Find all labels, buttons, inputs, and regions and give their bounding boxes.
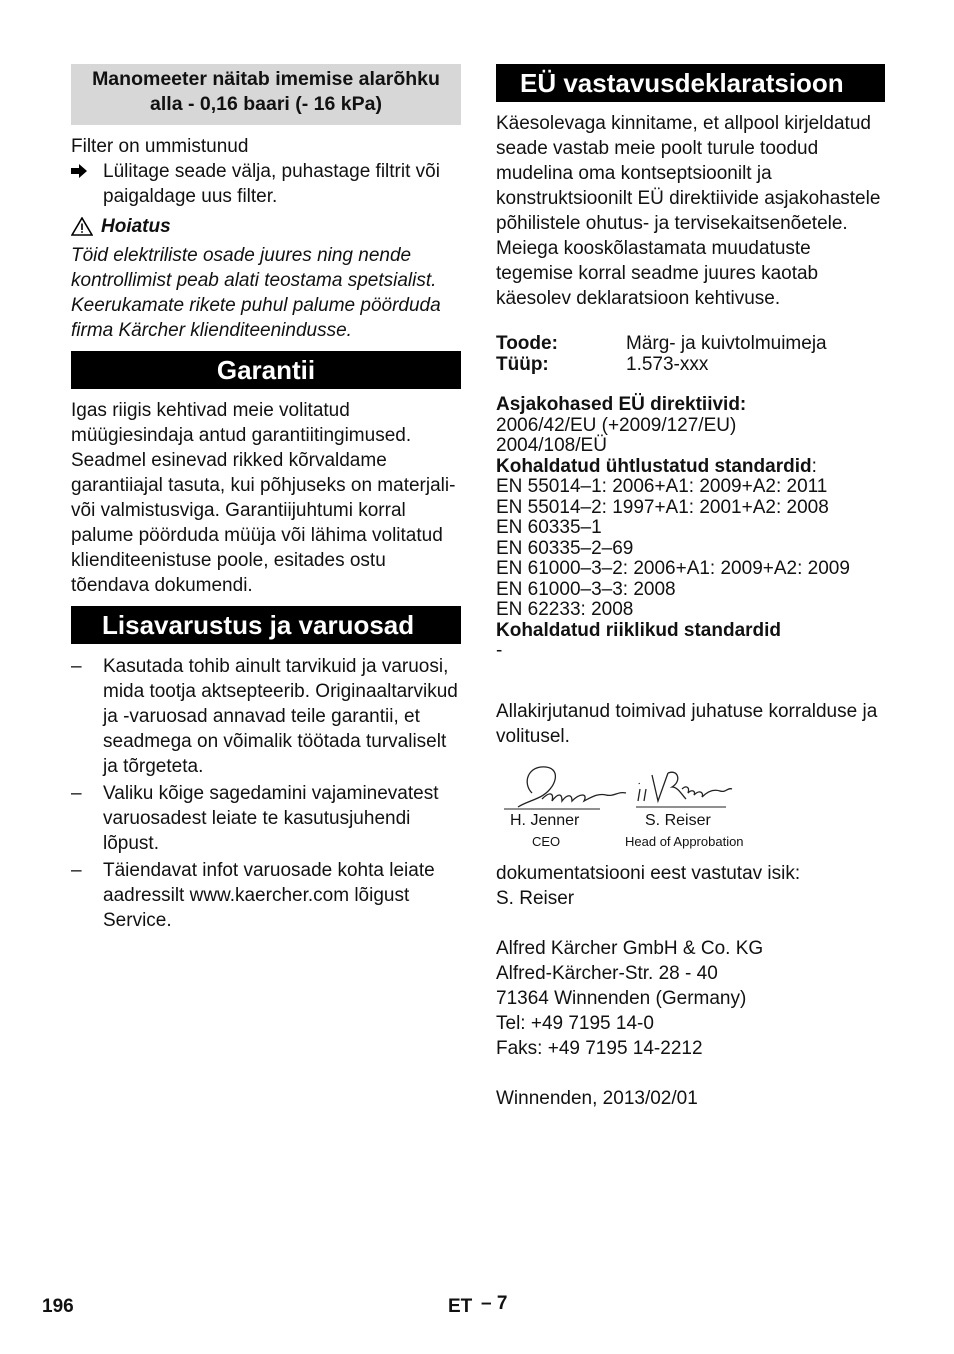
address-block	[496, 936, 885, 1061]
list-item	[71, 781, 461, 856]
signer2-name: S. Reiser	[645, 811, 711, 829]
right-column	[496, 64, 885, 1111]
harmonized-label: Kohaldatud ühtlustatud standardid	[496, 455, 812, 477]
standard-item: EN 61000–3–3: 2008	[496, 578, 676, 600]
list-item-text: Kasutada tohib ainult tarvikuid ja varuosi, mida tootja aktsepteerib. Originaaltarvikud ja -varuosad annavad teile garantii, et seadmega on võimalik töötada turvaliselt ja tõrgeteta.	[103, 656, 458, 777]
fault-cause: Filter on ummistunud	[71, 136, 249, 157]
warning-text: Töid elektriliste osade juures ning nende kontrollimist peab alati teostama spetsialist. Keerukamate rikete puhul palume pöörduda firma Kärcher klienditeenindusse.	[71, 245, 441, 341]
product-row	[496, 333, 885, 354]
address-line: Alfred Kärcher GmbH & Co. KG	[496, 937, 764, 959]
address-line: Tel: +49 7195 14-0	[496, 1012, 654, 1034]
declaration-intro: Käesolevaga kinnitame, et allpool kirjeldatud seade vastab meie poolt turule toodud mudelina oma kontseptsioonilt ja konstruktsioonilt EÜ direktiivide asjakohastele põhilistele ohutus- ja tervisekaitsenõetele. Meiega kooskõlastamata muudatuste tegemise korral seadme juures kaotab käesolev deklaratsioon kehtivuse.	[496, 113, 881, 309]
list-dash: –	[71, 783, 82, 804]
signatories-text: Allakirjutanud toimivad juhatuse korralduse ja volitusel.	[496, 700, 878, 747]
list-dash: –	[71, 656, 82, 677]
left-column	[71, 64, 461, 933]
arrow-right-icon	[71, 159, 103, 209]
directives-label: Asjakohased EÜ direktiivid:	[496, 394, 747, 415]
signature-block	[496, 761, 885, 857]
page-number: 196	[42, 1296, 74, 1317]
signer2-role: Head of Approbation	[625, 833, 744, 849]
manometer-heading: Manomeeter näitab imemise alarõhku alla - 0,16 baari (- 16 kPa)	[71, 64, 461, 125]
accessories-heading: Lisavarustus ja varuosad	[71, 606, 461, 644]
type-label: Tüüp:	[496, 354, 549, 375]
warning-title: Hoiatus	[101, 216, 171, 237]
footer-section: – 7	[481, 1293, 508, 1314]
list-dash: –	[71, 860, 82, 881]
type-row	[496, 354, 885, 375]
list-item	[71, 858, 461, 933]
guarantee-heading: Garantii	[71, 351, 461, 389]
signature-jenner	[502, 763, 632, 815]
standard-item: EN 55014–1: 2006+A1: 2009+A2: 2011	[496, 476, 828, 497]
remedy-item	[71, 159, 461, 209]
list-item	[71, 654, 461, 779]
standard-item: EN 61000–3–2: 2006+A1: 2009+A2: 2009	[496, 558, 850, 579]
standard-item: EN 55014–2: 1997+A1: 2001+A2: 2008	[496, 496, 829, 518]
doc-responsible-name: S. Reiser	[496, 887, 575, 909]
directive-item: 2006/42/EU (+2009/127/EU)	[496, 414, 737, 436]
standard-item: EN 62233: 2008	[496, 599, 634, 620]
address-line: Alfred-Kärcher-Str. 28 - 40	[496, 962, 718, 984]
standard-item: EN 60335–2–69	[496, 537, 634, 559]
remedy-text: Lülitage seade välja, puhastage filtrit või paigaldage uus filter.	[103, 161, 440, 207]
list-item-text: Valiku kõige sagedamini vajaminevatest varuosadest leiate te kasutusjuhendi lõpust.	[103, 783, 439, 854]
list-item-text: Täiendavat infot varuosade kohta leiate aadressilt www.kaercher.com lõigust Service.	[103, 860, 435, 931]
signature-reiser	[634, 765, 734, 811]
warning-title-row	[71, 214, 461, 239]
product-value: Märg- ja kuivtolmuimeja	[626, 333, 827, 354]
doc-responsible-label: dokumentatsiooni eest vastutav isik:	[496, 862, 801, 884]
product-label: Toode:	[496, 333, 558, 354]
address-line: 71364 Winnenden (Germany)	[496, 987, 747, 1009]
harmonized-row	[496, 457, 885, 478]
place-date: Winnenden, 2013/02/01	[496, 1087, 698, 1109]
address-line: Faks: +49 7195 14-2212	[496, 1037, 703, 1059]
declaration-heading: EÜ vastavusdeklaratsioon	[496, 64, 885, 102]
standard-item: EN 60335–1	[496, 517, 602, 538]
guarantee-text: Igas riigis kehtivad meie volitatud müügiesindaja antud garantiitingimused. Seadmel esinevad rikked kõrvaldame garantiiajal tasuta, kui põhjuseks on materjali- või valmistusviga. Garantiijuhtumi korral palume pöörduda müüja või lähima volitatud klienditeenistuse poole, esitades ostu tõendava dokumendi.	[71, 400, 456, 596]
signer1-role: CEO	[532, 833, 561, 849]
footer-lang: ET	[448, 1296, 473, 1317]
directive-item: 2004/108/EÜ	[496, 435, 607, 456]
accessories-list	[71, 654, 461, 933]
warning-triangle-icon	[71, 217, 93, 236]
national-label: Kohaldatud riiklikud standardid	[496, 619, 782, 641]
harmonized-colon: :	[811, 455, 817, 477]
type-value: 1.573-xxx	[626, 354, 709, 375]
national-value: -	[496, 640, 503, 661]
signer1-name: H. Jenner	[510, 811, 580, 829]
